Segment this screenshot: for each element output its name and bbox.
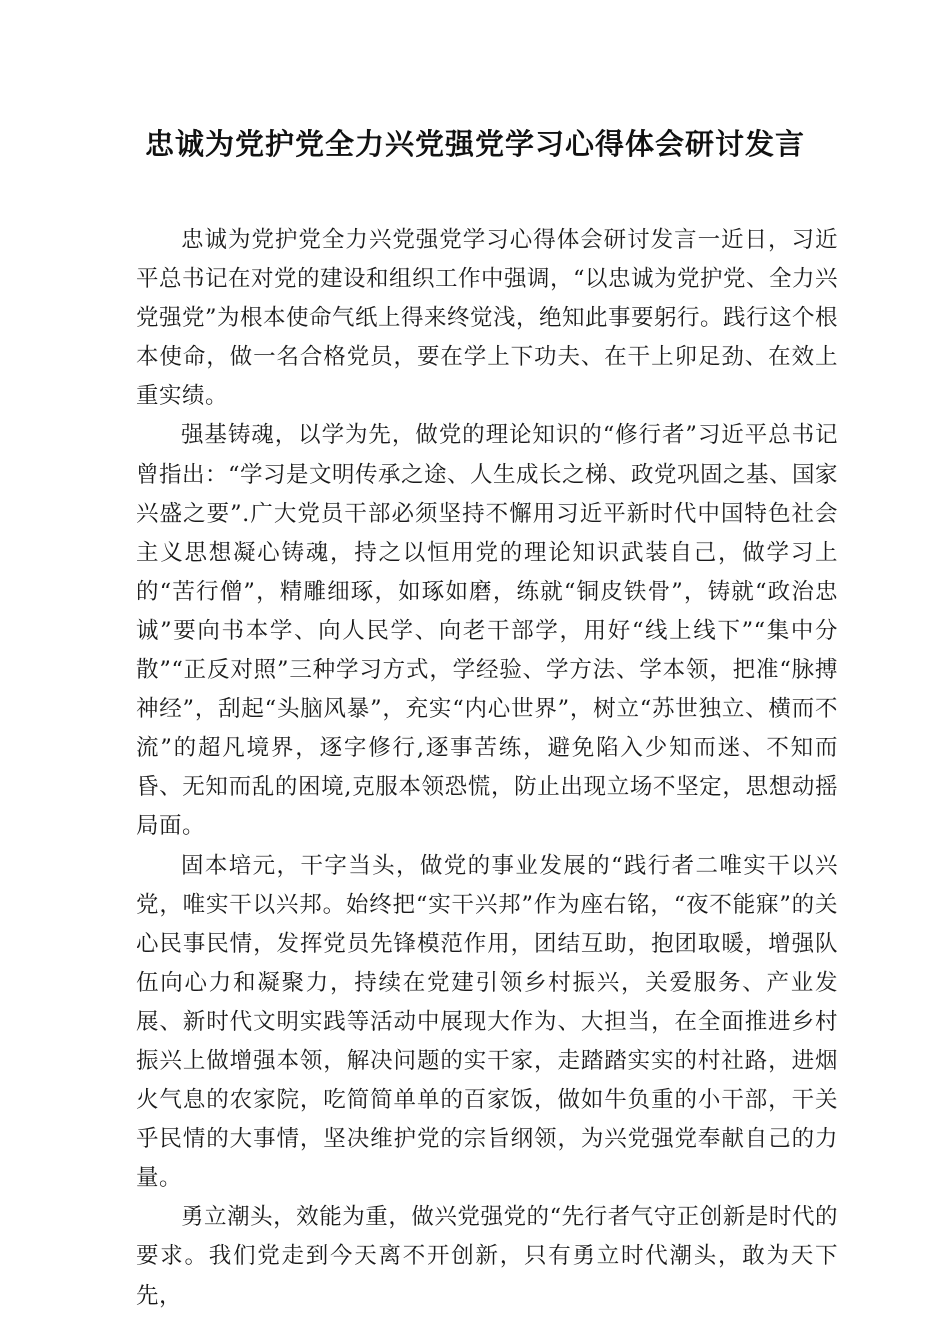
paragraph-practice: 固本培元，干字当头，做党的事业发展的“践行者二唯实干以兴党，唯实干以兴邦。始终把“实干兴邦”作为座右铭，“夜不能寐”的关心民事民情，发挥党员先锋模范作用，团结互助，抱团取暖，增强队伍向心力和凝聚力，持续在党建引领乡村振兴，关爱服务、产业发展、新时代文明实践等活动中展现大作为、大担当，在全面推进乡村振兴上做增强本领，解决问题的实干家，走踏踏实实的村社路，进烟火气息的农家院，吃简简单单的百家饭，做如牛负重的小干部，干关乎民情的大事情，坚决维护党的宗旨纲领，为兴党强党奉献自己的力量。 <box>136 852 838 1192</box>
document-body <box>136 221 838 1316</box>
paragraph-study: 强基铸魂，以学为先，做党的理论知识的“修行者”习近平总书记曾指出：“学习是文明传承之途、人生成长之梯、政党巩固之基、国家兴盛之要”.广大党员干部必须坚持不懈用习近平新时代中国特色社会主义思想凝心铸魂，持之以恒用党的理论知识武装自己，做学习上的“苦行僧”，精雕细琢，如琢如磨，练就“铜皮铁骨”，铸就“政治忠诚”要向书本学、向人民学、向老干部学，用好“线上线下”“集中分散”“正反对照”三种学习方式，学经验、学方法、学本领，把准“脉搏神经”，刮起“头脑风暴”，充实“内心世界”，树立“苏世独立、横而不流”的超凡境界，逐字修行,逐事苦练，避免陷入少知而迷、不知而昏、无知而乱的困境,克服本领恐慌，防止出现立场不坚定，思想动摇局面。 <box>136 422 839 840</box>
document-title: 忠诚为党护党全力兴党强党学习心得体会研讨发言 <box>144 127 805 161</box>
paragraph-innovation: 勇立潮头，效能为重，做兴党强党的“先行者气守正创新是时代的要求。我们党走到今天离不开创新，只有勇立时代潮头，敢为天下先， <box>136 1204 838 1309</box>
paragraph-intro: 忠诚为党护党全力兴党强党学习心得体会研讨发言一近日，习近平总书记在对党的建设和组织工作中强调，“以忠诚为党护党、全力兴党强党”为根本使命气纸上得来终觉浅，绝知此事要躬行。践行这个根本使命，做一名合格党员，要在学上下功夫、在干上卯足劲、在效上重实绩。 <box>136 227 839 410</box>
